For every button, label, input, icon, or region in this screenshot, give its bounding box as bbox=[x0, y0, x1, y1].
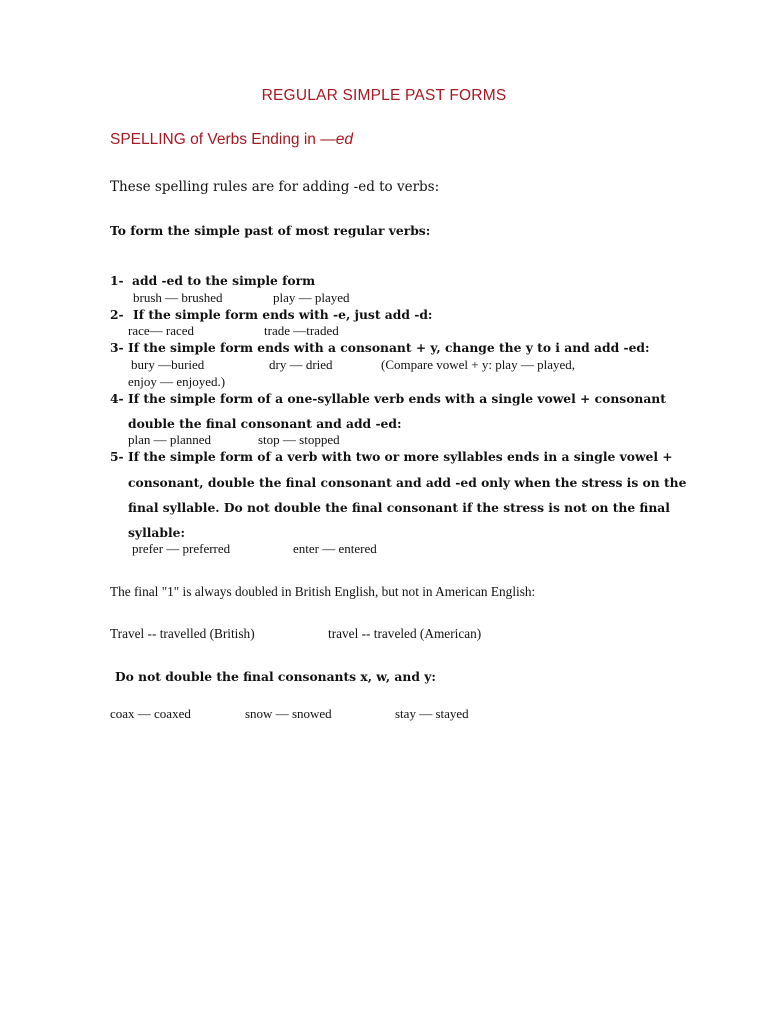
rule-4-text-line-1: If the simple form of a one-syllable verb ends with a single vowel + consonant bbox=[128, 391, 666, 406]
no-double-example-1: coax — coaxed bbox=[110, 706, 191, 721]
rule-5-example-2: enter — entered bbox=[293, 541, 377, 556]
page-title: REGULAR SIMPLE PAST FORMS bbox=[261, 87, 507, 104]
rule-3-example-1: bury —buried bbox=[131, 357, 205, 372]
rule-5-text-line-2: consonant, double the final consonant and add -ed only when the stress is on the bbox=[128, 475, 687, 490]
rule-5-example-1: prefer — preferred bbox=[132, 541, 231, 556]
section-heading bbox=[110, 131, 353, 149]
rule-2-text: If the simple form ends with -e, just add -d: bbox=[133, 307, 433, 322]
lead-text: To form the simple past of most regular verbs: bbox=[110, 223, 431, 238]
rule-5-text-line-3: final syllable. Do not double the final consonant if the stress is not on the final bbox=[128, 500, 670, 515]
rule-2-number: 2- bbox=[110, 307, 124, 322]
rule-1-number: 1- bbox=[110, 273, 124, 288]
rule-4-text-line-2: double the final consonant and add -ed: bbox=[128, 416, 402, 431]
rule-3-text: If the simple form ends with a consonant + y, change the y to i and add -ed: bbox=[128, 340, 650, 355]
rule-1-example-1: brush — brushed bbox=[133, 290, 223, 305]
rule-2-example-2: trade —traded bbox=[264, 323, 339, 338]
no-double-example-2: snow — snowed bbox=[245, 706, 332, 721]
no-double-heading: Do not double the final consonants x, w, and y: bbox=[115, 669, 436, 684]
section-heading-suffix: ed bbox=[335, 131, 353, 148]
rule-1-example-2: play — played bbox=[273, 290, 350, 305]
rule-5-number: 5- bbox=[110, 449, 124, 464]
travel-american: travel -- traveled (American) bbox=[328, 626, 482, 641]
rule-3-number: 3- bbox=[110, 340, 124, 355]
rule-4-example-1: plan — planned bbox=[128, 432, 212, 447]
rule-2-example-1: race— raced bbox=[128, 323, 195, 338]
rule-4-example-2: stop — stopped bbox=[258, 432, 340, 447]
travel-british: Travel -- travelled (British) bbox=[110, 626, 255, 641]
british-note: The final "1" is always doubled in British English, but not in American English: bbox=[110, 584, 536, 599]
rule-4-number: 4- bbox=[110, 391, 124, 406]
rule-5-text-line-4: syllable: bbox=[128, 525, 186, 540]
rule-3-example-4: enjoy — enjoyed.) bbox=[128, 374, 226, 389]
rule-1-text: add -ed to the simple form bbox=[132, 273, 316, 288]
rule-3-example-2: dry — dried bbox=[269, 357, 333, 372]
rule-5-text-line-1: If the simple form of a verb with two or more syllables ends in a single vowel + bbox=[128, 449, 673, 464]
rule-3-example-3: (Compare vowel + y: play — played, bbox=[381, 357, 575, 372]
section-heading-text: SPELLING of Verbs Ending in — bbox=[110, 131, 336, 148]
intro-text: These spelling rules are for adding -ed to verbs: bbox=[110, 179, 440, 195]
no-double-example-3: stay — stayed bbox=[395, 706, 469, 721]
